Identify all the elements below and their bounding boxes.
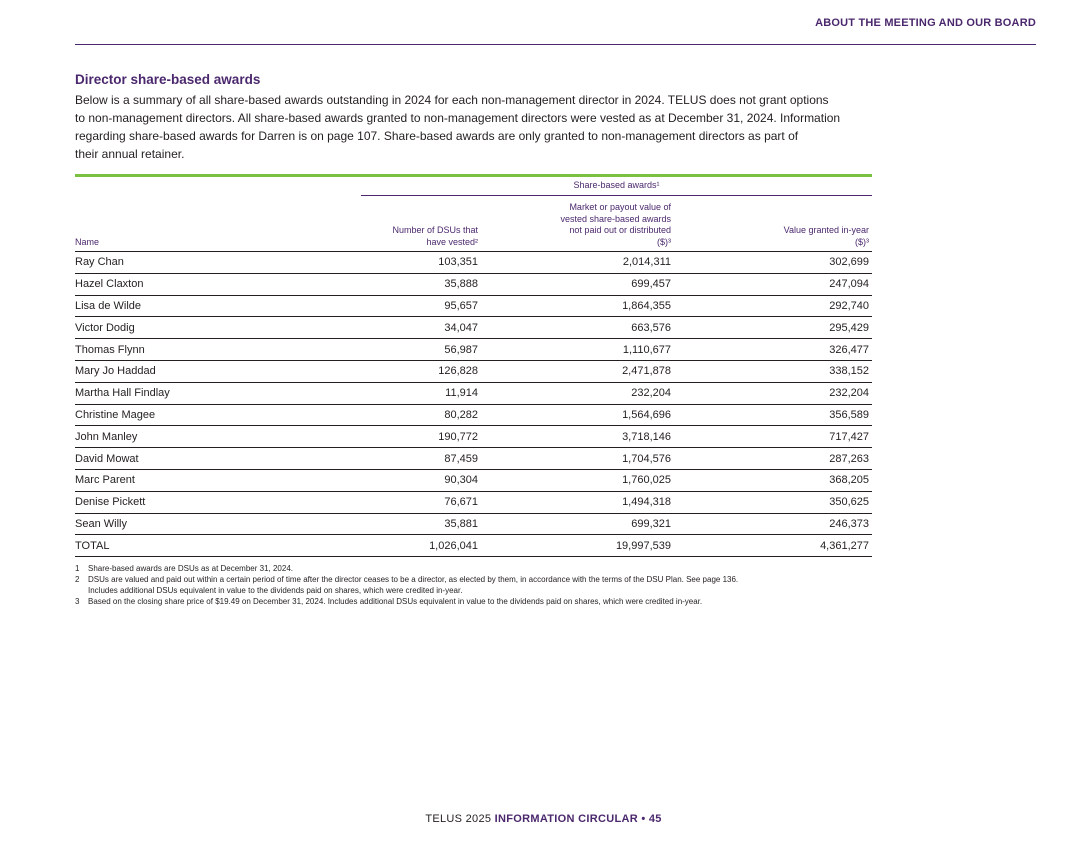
page-number: 45 (648, 813, 662, 825)
dsus-vested-cell: 103,351 (361, 252, 481, 274)
director-name-cell: Martha Hall Findlay (75, 382, 361, 404)
table-row (75, 360, 872, 382)
page-footer (0, 813, 1087, 825)
intro-line: their annual retainer. (75, 147, 185, 161)
dsus-vested-cell: 80,282 (361, 404, 481, 426)
header-line: vested share-based awards (560, 213, 671, 224)
table-row (75, 252, 872, 274)
footer-title: INFORMATION CIRCULAR (494, 813, 638, 825)
dsus-vested-cell: 126,828 (361, 360, 481, 382)
table-row (75, 491, 872, 513)
market-value-cell: 1,494,318 (481, 491, 674, 513)
director-name-cell: Mary Jo Haddad (75, 360, 361, 382)
value-granted-cell: 338,152 (674, 360, 872, 382)
section-title: Director share-based awards (75, 72, 261, 87)
footnote-number: 3 (75, 597, 80, 606)
market-value-cell: 19,997,539 (481, 535, 674, 557)
dsus-vested-cell: 35,881 (361, 513, 481, 535)
dsus-vested-cell: 95,657 (361, 295, 481, 317)
dsus-vested-cell: 1,026,041 (361, 535, 481, 557)
market-value-cell: 1,564,696 (481, 404, 674, 426)
value-granted-cell: 356,589 (674, 404, 872, 426)
market-value-cell: 232,204 (481, 382, 674, 404)
table-row (75, 382, 872, 404)
footnotes (75, 563, 875, 607)
table-row (75, 273, 872, 295)
header-line: Number of DSUs that (392, 225, 478, 235)
footnote-text: Based on the closing share price of $19.49 on December 31, 2024. Includes additional DSUs equivalent in value to the dividends paid on shares, which were credited in-year. (88, 597, 703, 606)
awards-table-container (75, 174, 872, 557)
director-name-cell: John Manley (75, 426, 361, 448)
footnote-text: Includes additional DSUs equivalent in value to the dividends paid on shares, which were credited in-year. (88, 586, 463, 595)
blank-header-cell (75, 177, 361, 196)
footnote (75, 563, 875, 574)
header-line: have vested² (426, 236, 478, 247)
header-line: Market or payout value of (569, 202, 671, 212)
table-row (75, 404, 872, 426)
dsus-vested-cell: 34,047 (361, 317, 481, 339)
table-row (75, 448, 872, 470)
header-line: ($)³ (855, 236, 869, 247)
market-value-cell: 1,760,025 (481, 469, 674, 491)
footnote-number: 1 (75, 564, 80, 573)
value-granted-cell: 232,204 (674, 382, 872, 404)
footnote-text: DSUs are valued and paid out within a certain period of time after the director ceases to be a director, as elected by them, in accordance with the terms of the DSU Plan. See page 136. (88, 575, 739, 584)
value-granted-cell: 246,373 (674, 513, 872, 535)
dsus-vested-cell: 35,888 (361, 273, 481, 295)
table-row (75, 426, 872, 448)
header-line: Value granted in-year (783, 225, 869, 235)
column-header-market-value (481, 196, 674, 252)
value-granted-cell: 302,699 (674, 252, 872, 274)
market-value-cell: 3,718,146 (481, 426, 674, 448)
column-header-value-granted (674, 196, 872, 252)
footer-brand: TELUS 2025 (425, 813, 492, 825)
table-row (75, 513, 872, 535)
table-body (75, 252, 872, 557)
footer-bullet: • (641, 813, 646, 825)
market-value-cell: 663,576 (481, 317, 674, 339)
value-granted-cell: 368,205 (674, 469, 872, 491)
market-value-cell: 2,471,878 (481, 360, 674, 382)
table-row (75, 339, 872, 361)
value-granted-cell: 326,477 (674, 339, 872, 361)
director-name-cell: Denise Pickett (75, 491, 361, 513)
dsus-vested-cell: 90,304 (361, 469, 481, 491)
column-header-name: Name (75, 196, 361, 252)
footnote (75, 596, 875, 607)
share-based-awards-table (75, 177, 872, 557)
director-name-cell: Ray Chan (75, 252, 361, 274)
director-name-cell: Marc Parent (75, 469, 361, 491)
intro-paragraph (75, 91, 865, 163)
dsus-vested-cell: 190,772 (361, 426, 481, 448)
market-value-cell: 1,864,355 (481, 295, 674, 317)
table-row (75, 295, 872, 317)
director-name-cell: David Mowat (75, 448, 361, 470)
intro-line: Below is a summary of all share-based awards outstanding in 2024 for each non-management director in 2024. TELUS does not grant options (75, 93, 829, 107)
table-row (75, 317, 872, 339)
footnote-number: 2 (75, 575, 80, 584)
dsus-vested-cell: 76,671 (361, 491, 481, 513)
value-granted-cell: 4,361,277 (674, 535, 872, 557)
value-granted-cell: 247,094 (674, 273, 872, 295)
director-name-cell: Sean Willy (75, 513, 361, 535)
header-line: ($)³ (657, 236, 671, 247)
value-granted-cell: 292,740 (674, 295, 872, 317)
footnote (75, 574, 875, 596)
group-header: Share-based awards¹ (361, 177, 872, 196)
market-value-cell: 699,457 (481, 273, 674, 295)
value-granted-cell: 717,427 (674, 426, 872, 448)
running-head: ABOUT THE MEETING AND OUR BOARD (815, 17, 1036, 29)
director-name-cell: Victor Dodig (75, 317, 361, 339)
value-granted-cell: 287,263 (674, 448, 872, 470)
director-name-cell: Thomas Flynn (75, 339, 361, 361)
table-row (75, 469, 872, 491)
column-header-dsus (361, 196, 481, 252)
intro-line: to non-management directors. All share-based awards granted to non-management directors were vested as at December 31, 2024. Information (75, 111, 841, 125)
header-line: not paid out or distributed (569, 225, 671, 235)
value-granted-cell: 295,429 (674, 317, 872, 339)
market-value-cell: 1,704,576 (481, 448, 674, 470)
market-value-cell: 1,110,677 (481, 339, 674, 361)
director-name-cell: TOTAL (75, 535, 361, 557)
dsus-vested-cell: 87,459 (361, 448, 481, 470)
footnote-text: Share-based awards are DSUs as at December 31, 2024. (88, 564, 293, 573)
intro-line: regarding share-based awards for Darren is on page 107. Share-based awards are only granted to non-management directors as part of (75, 129, 799, 143)
director-name-cell: Lisa de Wilde (75, 295, 361, 317)
dsus-vested-cell: 56,987 (361, 339, 481, 361)
market-value-cell: 699,321 (481, 513, 674, 535)
director-name-cell: Hazel Claxton (75, 273, 361, 295)
header-divider (75, 44, 1036, 45)
market-value-cell: 2,014,311 (481, 252, 674, 274)
table-total-row (75, 535, 872, 557)
dsus-vested-cell: 11,914 (361, 382, 481, 404)
value-granted-cell: 350,625 (674, 491, 872, 513)
director-name-cell: Christine Magee (75, 404, 361, 426)
